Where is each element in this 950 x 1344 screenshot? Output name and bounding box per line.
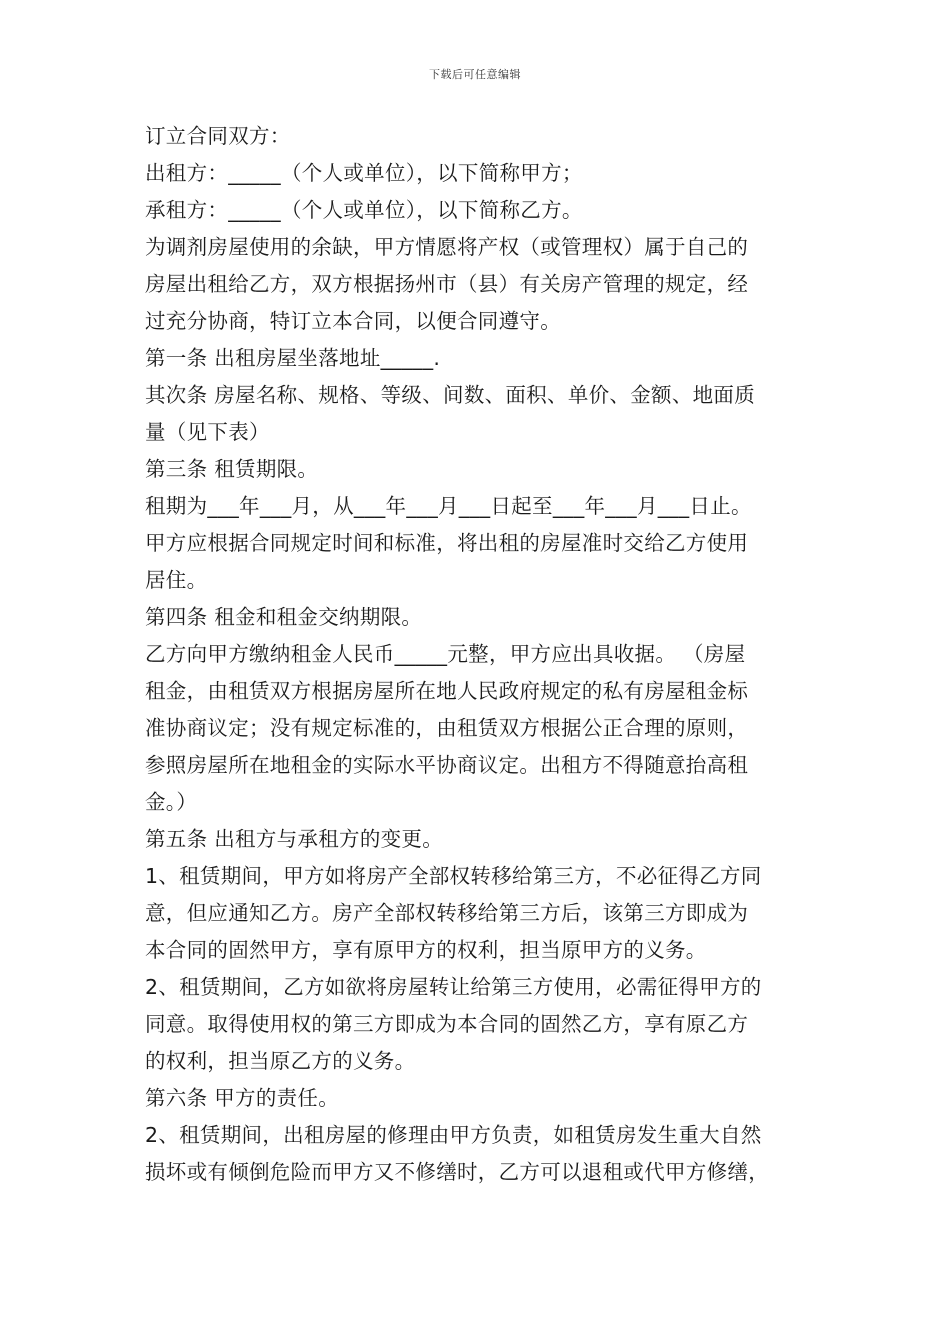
header-note: 下载后可任意编辑	[429, 68, 521, 81]
text-line: 其次条 房屋名称、规格、等级、间数、面积、单价、金额、地面质	[145, 383, 756, 407]
text-line: 为调剂房屋使用的余缺，甲方情愿将产权（或管理权）属于自己的	[145, 235, 749, 259]
text-line: 订立合同双方：	[145, 124, 291, 148]
text-line: 准协商议定；没有规定标准的，由租赁双方根据公正合理的原则，	[145, 716, 749, 740]
text-line: 租金，由租赁双方根据房屋所在地人民政府规定的私有房屋租金标	[145, 679, 749, 703]
text-line: 第一条 出租房屋坐落地址_____.	[145, 346, 441, 370]
document-body	[145, 118, 817, 1191]
text-line: 居住。	[145, 568, 208, 592]
text-line: 乙方向甲方缴纳租金人民币_____元整，甲方应出具收据。 （房屋	[145, 642, 746, 666]
text-line: 量（见下表）	[145, 420, 270, 444]
text-line: 第三条 租赁期限。	[145, 457, 319, 481]
text-line: 的权利，担当原乙方的义务。	[145, 1049, 416, 1073]
text-line: 第六条 甲方的责任。	[145, 1086, 340, 1110]
text-line: 甲方应根据合同规定时间和标准，将出租的房屋准时交给乙方使用	[145, 531, 749, 555]
text-line: 租期为___年___月，从___年___月___日起至___年___月___日止。	[145, 494, 752, 518]
text-line: 参照房屋所在地租金的实际水平协商议定。出租方不得随意抬高租	[145, 753, 749, 777]
text-line: 1、租赁期间，甲方如将房产全部权转移给第三方，不必征得乙方同	[145, 864, 762, 888]
text-line: 出租方：_____（个人或单位），以下简称甲方；	[145, 161, 583, 185]
text-line: 第四条 租金和租金交纳期限。	[145, 605, 423, 629]
text-line: 2、租赁期间，出租房屋的修理由甲方负责，如租赁房发生重大自然	[145, 1123, 762, 1147]
text-line: 房屋出租给乙方，双方根据扬州市（县）有关房产管理的规定，经	[145, 272, 749, 296]
text-line: 同意。取得使用权的第三方即成为本合同的固然乙方，享有原乙方	[145, 1012, 749, 1036]
text-line: 第五条 出租方与承租方的变更。	[145, 827, 444, 851]
text-line: 损坏或有倾倒危险而甲方又不修缮时，乙方可以退租或代甲方修缮，	[145, 1160, 769, 1184]
text-line: 承租方：_____（个人或单位），以下简称乙方。	[145, 198, 583, 222]
text-line: 2、租赁期间，乙方如欲将房屋转让给第三方使用，必需征得甲方的	[145, 975, 762, 999]
text-line: 过充分协商，特订立本合同，以便合同遵守。	[145, 309, 561, 333]
text-line: 金。）	[145, 790, 198, 814]
text-line: 本合同的固然甲方，享有原甲方的权利，担当原甲方的义务。	[145, 938, 707, 962]
text-line: 意，但应通知乙方。房产全部权转移给第三方后，该第三方即成为	[145, 901, 749, 925]
